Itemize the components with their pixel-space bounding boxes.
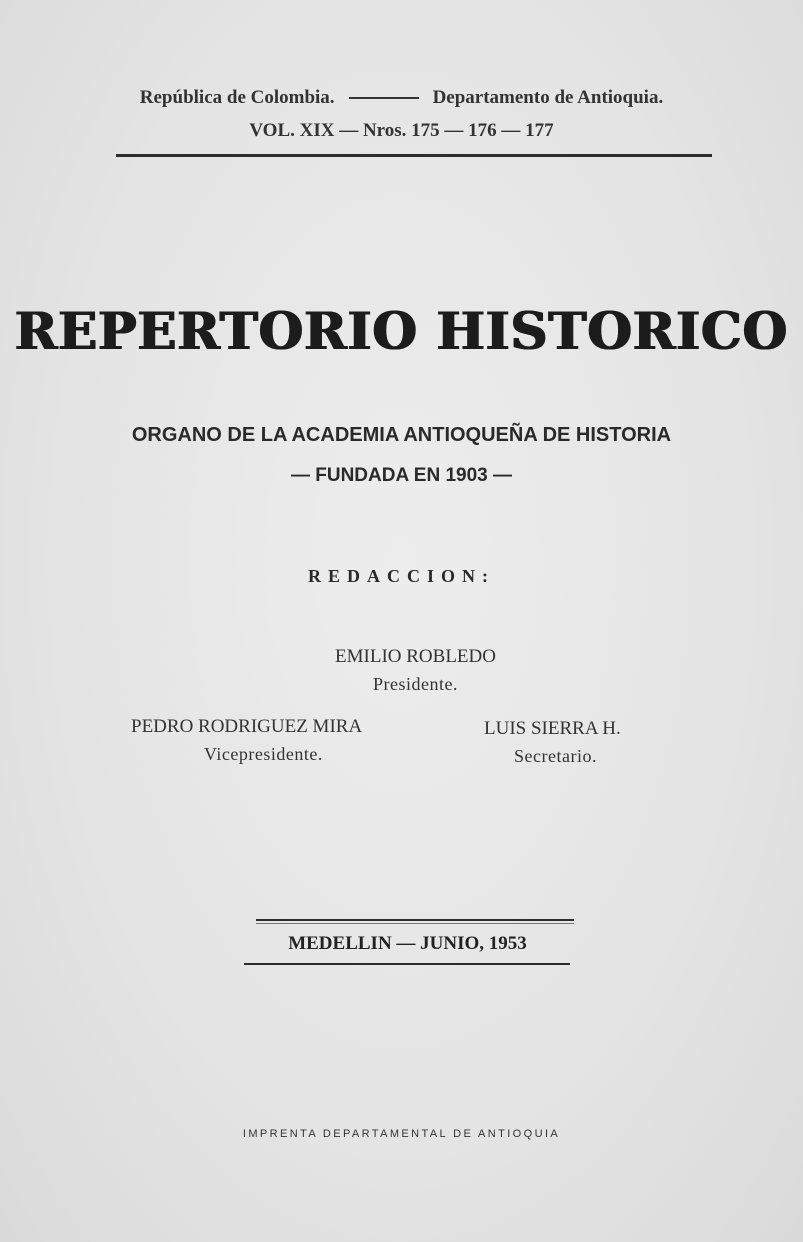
subtitle: ORGANO DE LA ACADEMIA ANTIOQUEÑA DE HISTORIA bbox=[131, 424, 672, 446]
president-role: Presidente. bbox=[373, 674, 458, 694]
secretary-name: LUIS SIERRA H. bbox=[484, 718, 621, 739]
city-date-rule-top bbox=[256, 919, 574, 921]
page-title: REPERTORIO HISTORICO bbox=[14, 302, 789, 362]
founded-line: — FUNDADA EN 1903 — bbox=[290, 465, 512, 486]
redaccion-heading: REDACCION: bbox=[308, 566, 495, 586]
header-country: República de Colombia. bbox=[139, 87, 335, 108]
header-volume: VOL. XIX — Nros. 175 — 176 — 177 bbox=[249, 120, 554, 141]
header-rule bbox=[116, 154, 712, 157]
vice-president-name: PEDRO RODRIGUEZ MIRA bbox=[131, 716, 363, 737]
vice-president-role: Vicepresidente. bbox=[204, 744, 323, 764]
city-date-rule-top-thin bbox=[256, 923, 574, 924]
secretary-role: Secretario. bbox=[514, 746, 597, 766]
president-name: EMILIO ROBLEDO bbox=[335, 646, 496, 667]
header-country-department bbox=[0, 87, 803, 109]
header-department: Departamento de Antioquia. bbox=[432, 87, 664, 108]
printer-line: IMPRENTA DEPARTAMENTAL DE ANTIOQUIA bbox=[242, 1128, 561, 1140]
city-date-rule-bottom bbox=[244, 963, 570, 965]
city-date: MEDELLIN — JUNIO, 1953 bbox=[288, 933, 527, 954]
header-dash bbox=[349, 97, 419, 99]
